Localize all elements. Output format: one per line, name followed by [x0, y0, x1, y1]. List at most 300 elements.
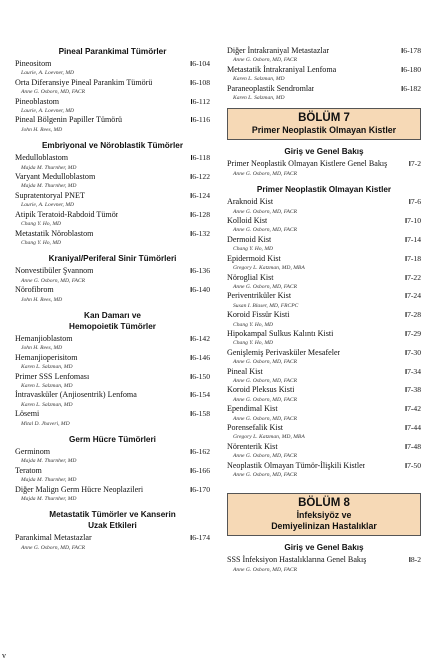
page-number-value: 6-170 [192, 484, 210, 494]
toc-entry-author: Karen L. Salzman, MD [21, 364, 73, 371]
page-number-value: 7-14 [407, 234, 421, 244]
toc-entry-title: Epidermoid Kist [227, 253, 281, 263]
toc-entry-author: Anne G. Osborn, MD, FACR [233, 453, 298, 460]
toc-entry-page [187, 466, 210, 476]
toc-entry-author: Chang Y. Ho, MD [21, 239, 62, 246]
toc-entry-page [406, 197, 421, 207]
toc-entry-author: Anne G. Osborn, MD, FACR [233, 472, 298, 479]
chapter-8-number: BÖLÜM 8 [298, 497, 350, 510]
page-number-value: 7-24 [407, 291, 421, 301]
toc-entry[interactable] [227, 367, 421, 386]
toc-entry[interactable] [227, 254, 421, 273]
toc-entry-title: Germinom [15, 447, 51, 456]
toc-entry[interactable] [15, 285, 210, 304]
toc-entry-author: Anne G. Osborn, MD, FACR [233, 227, 298, 234]
toc-entry-page [187, 153, 210, 163]
toc-entry[interactable] [227, 65, 421, 84]
toc-entry-author: Mital D. Jhaveri, MD [21, 420, 70, 427]
toc-entry-page [398, 65, 421, 75]
toc-entry-row [227, 423, 421, 433]
toc-entry-row [227, 46, 421, 56]
toc-entry[interactable] [15, 115, 210, 134]
toc-entry[interactable] [15, 409, 210, 428]
toc-entry-author: Anne G. Osborn, MD, FACR [233, 57, 298, 64]
toc-entry-author: Chang Y. Ho, MD [233, 321, 274, 328]
page-prefix: I [190, 484, 193, 494]
section-heading: Germ Hücre Tümörleri [69, 435, 156, 444]
page-number-value: 7-10 [407, 216, 421, 226]
page-number-value: 6-146 [192, 352, 210, 362]
toc-entry-row [15, 447, 210, 457]
page-prefix: I [190, 533, 193, 543]
toc-entry-title: Medulloblastom [15, 153, 69, 163]
page-prefix: I [190, 266, 193, 276]
page-prefix: I [190, 371, 193, 381]
toc-entry-title: Orta Diferansiye Pineal Parankim Tümörü [15, 77, 153, 87]
toc-entry-title: İntravasküler (Anjiosentrik) Lenfoma [15, 390, 137, 400]
section-heading: Kraniyal/Periferal Sinir Tümörleri [48, 254, 177, 264]
section-heading: Pineal Parankimal Tümörler [58, 47, 167, 56]
toc-entry-row [227, 197, 421, 207]
toc-entry[interactable] [15, 334, 210, 353]
toc-entry-page [187, 447, 210, 457]
toc-entry-title: Koroid Pleksus Kisti [227, 385, 295, 395]
page-number-value: 7-34 [407, 366, 421, 376]
toc-entry-row [227, 367, 421, 377]
page-number-value: 6-162 [192, 447, 210, 456]
toc-entry[interactable] [15, 372, 210, 391]
toc-entry-page [402, 423, 421, 433]
toc-entry-author: Anne G. Osborn, MD, FACR [233, 396, 298, 403]
toc-entry-page [402, 291, 421, 301]
toc-entry[interactable] [15, 229, 210, 248]
toc-entry-row [227, 555, 421, 565]
toc-entry-title: Porensefalik Kist [227, 423, 283, 432]
toc-entry-title: Genişlemiş Perivasküler Mesafeler [227, 347, 341, 357]
page-prefix: I [404, 441, 408, 451]
toc-entry-row [227, 65, 421, 75]
page-number: v [2, 651, 6, 660]
toc-entry-title: Neoplastik Olmayan Tümör-İlişkili Kistler [227, 460, 366, 470]
toc-entry[interactable] [227, 555, 421, 574]
page-number-value: 7-50 [407, 460, 421, 470]
page-number-value: 6-112 [192, 96, 210, 106]
page-prefix: I [404, 460, 408, 470]
toc-entry-title: Lösemi [15, 409, 40, 419]
page-prefix: I [408, 555, 411, 565]
toc-entry-author: Anne G. Osborn, MD, FACR [233, 377, 298, 384]
page-prefix: I [404, 404, 408, 414]
toc-entry-author: John H. Rees, MD [21, 296, 63, 303]
page-prefix: I [404, 310, 408, 320]
page-prefix: I [190, 465, 193, 475]
toc-entry-row [227, 310, 421, 320]
chapter-7-title: Primer Neoplastik Olmayan Kistler [251, 125, 397, 136]
toc-entry-author: Anne G. Osborn, MD, FACR [21, 277, 86, 284]
page-number-value: 6-104 [192, 59, 210, 68]
toc-entry-row [227, 291, 421, 301]
toc-entry-author: Anne G. Osborn, MD, FACR [233, 566, 298, 573]
page-prefix: I [404, 216, 408, 226]
toc-entry-title: Primer SSS Lenfoması [15, 371, 90, 381]
toc-entry-title: Metastatik İntrakraniyal Lenfoma [227, 64, 337, 74]
page-number-value: 6-140 [192, 285, 210, 295]
toc-entry[interactable] [15, 172, 210, 191]
toc-entry[interactable] [15, 153, 210, 172]
toc-entry-author: Majda M. Thurnher, MD [21, 183, 77, 190]
page-number-value: 6-154 [192, 390, 210, 400]
toc-entry-author: Anne G. Osborn, MD, FACR [233, 283, 298, 290]
page-prefix: I [408, 197, 411, 207]
page-number-value: 6-108 [192, 77, 210, 87]
toc-entry-author: Laurie, A. Loevner, MD [21, 202, 75, 209]
page-number-value: 7-48 [407, 441, 421, 451]
toc-entry[interactable] [227, 348, 421, 367]
toc-entry-title: Hipokampal Sulkus Kalıntı Kisti [227, 328, 334, 338]
toc-entry[interactable] [227, 235, 421, 254]
section-heading [15, 509, 210, 531]
chapter-8-title-line2: Demiyelinizan Hastalıklar [271, 521, 377, 532]
page-prefix: I [190, 209, 193, 219]
chapter-8-title-line1: İnfeksiyöz ve [296, 510, 352, 521]
page-number-value: 7-44 [407, 423, 421, 432]
page-number-value: 6-174 [192, 533, 210, 543]
page-prefix: I [190, 153, 193, 163]
page-number-value: 6-122 [192, 172, 210, 182]
toc-entry-title: Nonvestibüler Şvannom [15, 266, 94, 276]
toc-entry-author: Majda M. Thurnher, MD [21, 477, 77, 484]
page-number-value: 6-182 [403, 83, 421, 93]
toc-entry-page [406, 159, 421, 169]
page-number-value: 6-166 [192, 465, 210, 475]
page-prefix: I [404, 385, 408, 395]
page-prefix: I [404, 272, 408, 282]
page-prefix: I [190, 409, 193, 419]
toc-entry-title: Hemanjioblastom [15, 333, 73, 343]
page-prefix: I [190, 190, 193, 200]
toc-entry-row [227, 159, 421, 169]
toc-entry-page [187, 533, 210, 543]
toc-entry[interactable] [227, 329, 421, 348]
toc-entry-author: John H. Rees, MD [21, 126, 63, 133]
toc-entry-author: Karen L. Salzman, MD [21, 382, 73, 389]
toc-entry-author: Chang Y. Ho, MD [233, 246, 274, 253]
toc-entry-title: Pineoblastom [15, 96, 60, 106]
page-number-value: 7-18 [407, 253, 421, 263]
toc-entry-title: Supratentoryal PNET [15, 190, 85, 200]
toc-entry-title: Parankimal Metastazlar [15, 533, 92, 543]
page-number-value: 7-42 [407, 404, 421, 414]
toc-entry-author: Laurie, A. Loevner, MD [21, 70, 75, 77]
toc-entry-page [402, 385, 421, 395]
toc-entry[interactable] [227, 461, 421, 480]
toc-entry-row [15, 409, 210, 419]
page-prefix: I [190, 352, 193, 362]
toc-entry-author: Majda M. Thurnher, MD [21, 164, 77, 171]
toc-entry-page [402, 329, 421, 339]
page-number-value: 6-158 [192, 409, 210, 419]
toc-entry-author: Majda M. Thurnher, MD [21, 496, 77, 503]
toc-entry-author: Gregory L. Katzman, MD, MBA [233, 265, 305, 272]
toc-entry-row [15, 334, 210, 344]
page-number-value: 6-128 [192, 209, 210, 219]
toc-entry-title: Teratom [15, 465, 42, 475]
toc-entry-row [227, 348, 421, 358]
toc-entry-title: Hemanjioperisitom [15, 352, 78, 362]
toc-entry[interactable] [15, 97, 210, 116]
toc-entry[interactable] [227, 84, 421, 103]
toc-entry[interactable] [227, 385, 421, 404]
toc-entry[interactable] [15, 266, 210, 285]
toc-entry-title: Diğer Malign Germ Hücre Neoplazileri [15, 484, 144, 494]
toc-entry-title: Nörofibrom [15, 285, 54, 295]
toc-entry-page [187, 266, 210, 276]
page-number-value: 6-136 [192, 266, 210, 276]
page-prefix: I [408, 159, 411, 169]
page-prefix: I [190, 228, 193, 238]
page-number-value: 7-29 [407, 328, 421, 338]
toc-entry-title: Metastatik Nöroblastom [15, 228, 94, 238]
toc-entry-author: Majda M. Thurnher, MD [21, 458, 77, 465]
toc-entry-page [402, 235, 421, 245]
toc-entry[interactable] [227, 273, 421, 292]
page-prefix: I [190, 390, 193, 400]
toc-entry-row [15, 372, 210, 382]
section-heading: Embriyonal ve Nöroblastik Tümörler [41, 141, 184, 151]
page-prefix: I [190, 96, 193, 106]
page-prefix: I [404, 253, 408, 263]
toc-entry-row [15, 191, 210, 201]
toc-entry-row [227, 235, 421, 245]
toc-entry-page [402, 254, 421, 264]
page-prefix: I [404, 347, 408, 357]
toc-entry-page [187, 390, 210, 400]
toc-entry-author: Gregory L. Katzman, MD, MBA [233, 434, 305, 441]
toc-entry-page [402, 461, 421, 471]
chapter-7-banner [227, 108, 421, 140]
toc-entry[interactable] [15, 533, 210, 552]
section-heading: Giriş ve Genel Bakış [284, 147, 364, 157]
page-prefix: I [190, 115, 193, 125]
toc-entry-title: Varyant Medulloblastom [15, 172, 96, 182]
toc-entry-page [187, 59, 210, 69]
toc-entry-row [15, 285, 210, 295]
toc-entry-row [227, 216, 421, 226]
toc-entry-author: Karen L. Salzman, MD [233, 95, 285, 102]
page-number-value: 6-178 [403, 46, 421, 55]
toc-entry-title: Pineal Kist [227, 366, 263, 376]
section-heading [15, 310, 210, 332]
toc-entry[interactable] [15, 485, 210, 504]
page-number-value: 7-22 [407, 272, 421, 282]
section-heading-line: Hemopoietik Tümörler [69, 321, 156, 331]
toc-entry-title: Paraneoplastik Sendromlar [227, 83, 315, 93]
toc-entry-author: Karen L. Salzman, MD [233, 76, 285, 83]
toc-entry-author: Anne G. Osborn, MD, FACR [233, 170, 298, 177]
right-top-entries [227, 46, 421, 102]
toc-entry-title: Primer Neoplastik Olmayan Kistlere Genel Bakış [227, 159, 388, 169]
toc-entry-row [15, 153, 210, 163]
toc-entry-row [227, 84, 421, 94]
page-number-value: 7-30 [407, 347, 421, 357]
page-number-value: 7-2 [410, 159, 421, 169]
page-prefix: I [404, 234, 408, 244]
section-heading-line: Kan Damarı ve [84, 310, 141, 320]
toc-entry[interactable] [227, 197, 421, 216]
chapter-7-number: BÖLÜM 7 [298, 112, 350, 125]
toc-entry-author: Karen L. Salzman, MD [21, 401, 73, 408]
toc-entry-row [227, 404, 421, 414]
toc-entry-row [227, 254, 421, 264]
toc-entry-row [15, 210, 210, 220]
right-column [227, 46, 421, 574]
chapter-8-sections [227, 542, 421, 574]
page-prefix: I [190, 77, 193, 87]
toc-entry-row [15, 172, 210, 182]
toc-entry-author: Anne G. Osborn, MD, FACR [233, 415, 298, 422]
toc-entry-page [187, 409, 210, 419]
toc-entry-page [187, 115, 210, 125]
toc-entry-author: Chang Y. Ho, MD [21, 221, 62, 228]
toc-entry-row [15, 485, 210, 495]
toc-entry-author: Anne G. Osborn, MD, FACR [21, 89, 86, 96]
toc-entry-title: Diğer İntrakraniyal Metastazlar [227, 46, 330, 55]
toc-entry-page [187, 229, 210, 239]
toc-entry-author: Anne G. Osborn, MD, FACR [21, 544, 86, 551]
toc-entry-page [187, 285, 210, 295]
toc-entry-row [227, 442, 421, 452]
toc-entry-page [187, 191, 210, 201]
toc-entry-page [406, 555, 421, 565]
toc-entry[interactable] [15, 191, 210, 210]
toc-entry[interactable] [15, 466, 210, 485]
page-number-value: 6-150 [192, 371, 210, 381]
page-number-value: 6-142 [192, 333, 210, 343]
toc-entry-title: Nörenterik Kist [227, 441, 278, 451]
toc-entry-row [227, 461, 421, 471]
toc-entry-page [402, 273, 421, 283]
toc-entry[interactable] [227, 442, 421, 461]
toc-entry-title: Kolloid Kist [227, 216, 268, 226]
page-prefix: I [401, 83, 404, 93]
toc-entry-page [398, 84, 421, 94]
toc-entry-title: Pineositom [15, 59, 52, 68]
toc-entry-author: Anne G. Osborn, MD, FACR [233, 208, 298, 215]
toc-entry-page [402, 404, 421, 414]
page-number-value: 7-38 [407, 385, 421, 395]
page-prefix: I [190, 447, 193, 456]
toc-entry-row [227, 329, 421, 339]
toc-entry[interactable] [227, 291, 421, 310]
page-prefix: I [404, 328, 408, 338]
toc-entry[interactable] [15, 78, 210, 97]
toc-entry-row [15, 390, 210, 400]
page-prefix: I [404, 366, 408, 376]
toc-entry-row [15, 229, 210, 239]
section-heading-line: Uzak Etkileri [88, 521, 137, 531]
toc-entry-page [402, 310, 421, 320]
toc-entry-row [15, 353, 210, 363]
toc-entry-page [398, 46, 421, 56]
chapter-8-banner [227, 493, 421, 536]
toc-entry-row [227, 273, 421, 283]
toc-entry-row [227, 385, 421, 395]
toc-entry[interactable] [15, 390, 210, 409]
page-number-value: 6-116 [192, 115, 210, 125]
page-number-value: 8-2 [410, 555, 421, 565]
page-number-value: 7-6 [410, 197, 421, 207]
toc-entry-title: Periventriküler Kist [227, 291, 292, 301]
section-heading-line: Metastatik Tümörler ve Kanserin [49, 510, 176, 520]
toc-entry-page [402, 367, 421, 377]
page-prefix: I [190, 333, 193, 343]
toc-entry[interactable] [15, 210, 210, 229]
left-column [15, 46, 210, 552]
toc-entry[interactable] [227, 310, 421, 329]
toc-entry[interactable] [227, 46, 421, 65]
toc-entry-page [402, 216, 421, 226]
toc-entry-page [402, 442, 421, 452]
toc-entry-page [187, 78, 210, 88]
toc-entry-row [15, 466, 210, 476]
toc-entry-page [187, 210, 210, 220]
page-prefix: I [404, 291, 408, 301]
toc-entry-row [15, 78, 210, 88]
toc-entry-row [15, 59, 210, 69]
toc-entry[interactable] [227, 159, 421, 178]
page-prefix: I [190, 172, 193, 182]
toc-entry-title: Dermoid Kist [227, 234, 272, 244]
toc-entry-page [187, 97, 210, 107]
page-prefix: I [190, 59, 193, 68]
chapter-7-sections [227, 146, 421, 479]
toc-entry[interactable] [15, 59, 210, 78]
toc-entry[interactable] [15, 353, 210, 372]
page-number-value: 6-124 [192, 190, 210, 200]
toc-entry-page [402, 348, 421, 358]
toc-entry-page [187, 334, 210, 344]
toc-entry-title: Nöroglial Kist [227, 272, 274, 282]
toc-entry-page [187, 485, 210, 495]
toc-entry-page [187, 372, 210, 382]
page-number-value: 6-132 [192, 228, 210, 238]
toc-entry-author: Laurie, A. Loevner, MD [21, 108, 75, 115]
toc-entry-author: Anne G. Osborn, MD, FACR [233, 359, 298, 366]
toc-entry-page [187, 353, 210, 363]
toc-entry-title: SSS İnfeksiyon Hastalıklarına Genel Bakış [227, 555, 367, 565]
section-heading: Primer Neoplastik Olmayan Kistler [256, 185, 392, 195]
page-number-value: 6-180 [403, 64, 421, 74]
toc-entry[interactable] [227, 423, 421, 442]
toc-entry[interactable] [15, 447, 210, 466]
page-prefix: I [190, 285, 193, 295]
toc-entry-title: Ependimal Kist [227, 404, 278, 414]
toc-entry-title: Koroid Fissür Kisti [227, 310, 290, 320]
toc-entry-title: Pineal Bölgenin Papiller Tümörü [15, 115, 123, 125]
toc-entry-row [15, 266, 210, 276]
toc-entry-author: Chang Y. Ho, MD [233, 340, 274, 347]
toc-entry[interactable] [227, 404, 421, 423]
toc-entry-row [15, 533, 210, 543]
toc-entry-author: Susan I. Blaser, MD, FRCPC [233, 302, 299, 309]
toc-entry-author: John H. Rees, MD [21, 345, 63, 352]
page-prefix: I [401, 64, 404, 74]
section-heading: Giriş ve Genel Bakış [284, 543, 364, 553]
page-number-value: 7-28 [407, 310, 421, 320]
toc-entry-title: Araknoid Kist [227, 197, 274, 207]
toc-entry[interactable] [227, 216, 421, 235]
toc-entry-row [15, 115, 210, 125]
